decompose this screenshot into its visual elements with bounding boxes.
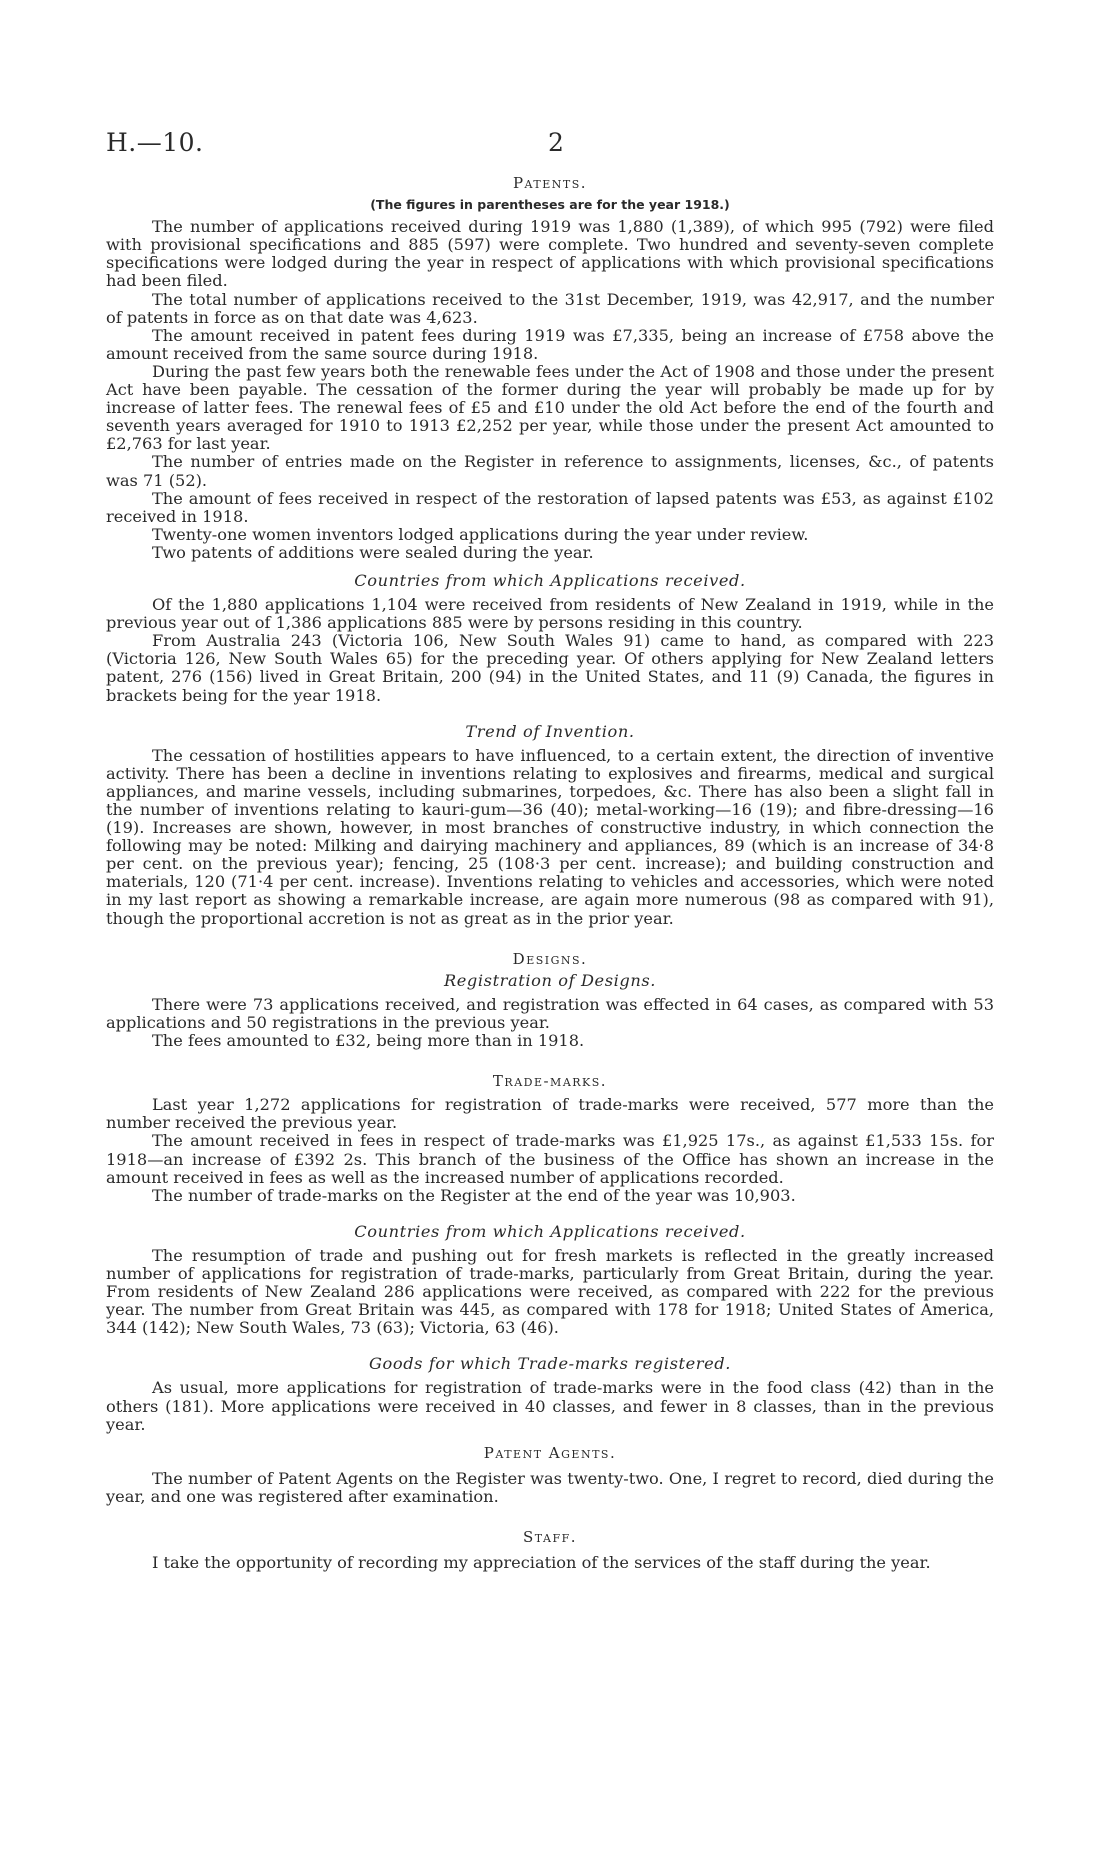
paragraph: The amount received in fees in respect of trade-marks was £1,925 17s., as against £1,533 15s. for 1918—an increase of £392 2s. This branch of the business of the Office has shown an increase in the amount received in fees as well as the increased number of applications recorded. [106, 1131, 994, 1187]
paragraph: Of the 1,880 applications 1,104 were received from residents of New Zealand in 1919, while in the previous year out of 1,386 applications 885 were by persons residing in this country. [106, 595, 994, 633]
page-number: 2 [548, 128, 564, 157]
paragraph: The number of trade-marks on the Register at the end of the year was 10,903. [152, 1185, 796, 1205]
paragraph: The total number of applications received to the 31st December, 1919, was 42,917, and the number of patents in force as on that date was 4,623. [106, 289, 994, 327]
report-code: H.—10. [106, 128, 204, 157]
subheading-trade-mark-countries: Countries from which Applications received. [354, 1221, 746, 1241]
paragraph: Last year 1,272 applications for registration of trade-marks were received, 577 more than the number received the previous year. [106, 1095, 994, 1133]
paragraph: From Australia 243 (Victoria 106, New South Wales 91) came to hand, as compared with 223 (Victoria 126, New South Wales 65) for the preceding year. Of others applying for New Zealand letters patent, 276 (156) lived in Great Britain, 200 (94) in the United States, and 11 (9) Canada, the figures in brackets being for the year 1918. [106, 631, 994, 705]
paragraph: As usual, more applications for registration of trade-marks were in the food class (42) than in the others (181). More applications were received in 40 classes, and fewer in 8 classes, than in the previous year. [106, 1378, 994, 1434]
paragraph: Twenty-one women inventors lodged applications during the year under review. [152, 524, 809, 544]
paragraph: The cessation of hostilities appears to have influenced, to a certain extent, the direction of inventive activity. There has been a decline in inventions relating to explosives and firearms, medical and surgical appliances, and marine vessels, including submarines, torpedoes, &c. There has also been a slight fall in the number of inventions relating to kauri-gum—36 (40); metal-working—16 (19); and fibre-dressing—16 (19). Increases are shown, however, in most branches of constructive industry, in which connection the following may be noted: Milking and dairying machinery and appliances, 89 (which is an increase of 34·8 per cent. on the previous year); fencing, 25 (108·3 per cent. increase); and building construction and materials, 120 (71·4 per cent. increase). Inventions relating to vehicles and accessories, which were noted in my last report as showing a remarkable increase, are again more numerous (98 as compared with 91), though the proportional accretion is not as great as in the prior year. [106, 745, 994, 928]
section-heading-designs: Designs. [512, 949, 588, 968]
section-heading-staff: Staff. [523, 1528, 577, 1546]
section-heading-patents: Patents. [512, 174, 588, 192]
paragraph: I take the opportunity of recording my appreciation of the services of the staff during the year. [152, 1553, 931, 1573]
report-body [106, 174, 994, 1572]
paragraph: The number of applications received during 1919 was 1,880 (1,389), of which 995 (792) were filed with provisional specifications and 885 (597) were complete. Two hundred and seventy-seven complete specifications were lodged during the year in respect of applications with which provisional specifications had been filed. [106, 217, 994, 291]
section-heading-trade-marks: Trade-marks. [492, 1072, 608, 1091]
section-heading-patent-agents: Patent Agents. [483, 1443, 617, 1462]
paragraph: The number of entries made on the Register in reference to assignments, licenses, &c., of patents was 71 (52). [106, 452, 994, 490]
subheading-patent-countries: Countries from which Applications received. [354, 570, 746, 590]
parentheses-note: (The figures in parentheses are for the year 1918.) [370, 197, 730, 213]
paragraph: The amount received in patent fees during 1919 was £7,335, being an increase of £758 above the amount received from the same source during 1918. [106, 325, 994, 363]
subheading-registration-of-designs: Registration of Designs. [443, 970, 657, 990]
paragraph: There were 73 applications received, and registration was effected in 64 cases, as compared with 53 applications and 50 registrations in the previous year. [106, 994, 994, 1032]
paragraph: During the past few years both the renewable fees under the Act of 1908 and those under the present Act have been payable. The cessation of the former during the year will probably be made up for by increase of latter fees. The renewal fees of £5 and £10 under the old Act before the end of the fourth and seventh years averaged for 1910 to 1913 £2,252 per year, while those under the present Act amounted to £2,763 for last year. [106, 361, 994, 454]
subheading-goods-registered: Goods for which Trade-marks registered. [368, 1354, 732, 1374]
paragraph: The resumption of trade and pushing out for fresh markets is reflected in the greatly increased number of applications for registration of trade-marks, particularly from Great Britain, during the year. From residents of New Zealand 286 applications were received, as compared with 222 for the previous year. The number from Great Britain was 445, as compared with 178 for 1918; United States of America, 344 (142); New South Wales, 73 (63); Victoria, 63 (46). [106, 1245, 994, 1338]
subheading-trend-of-invention: Trend of Invention. [465, 721, 635, 741]
paragraph: The amount of fees received in respect of the restoration of lapsed patents was £53, as against £102 received in 1918. [106, 488, 994, 526]
paragraph: The fees amounted to £32, being more than in 1918. [152, 1031, 585, 1051]
paragraph: The number of Patent Agents on the Register was twenty-two. One, I regret to record, died during the year, and one was registered after examination. [106, 1468, 994, 1506]
paragraph: Two patents of additions were sealed during the year. [152, 542, 594, 562]
